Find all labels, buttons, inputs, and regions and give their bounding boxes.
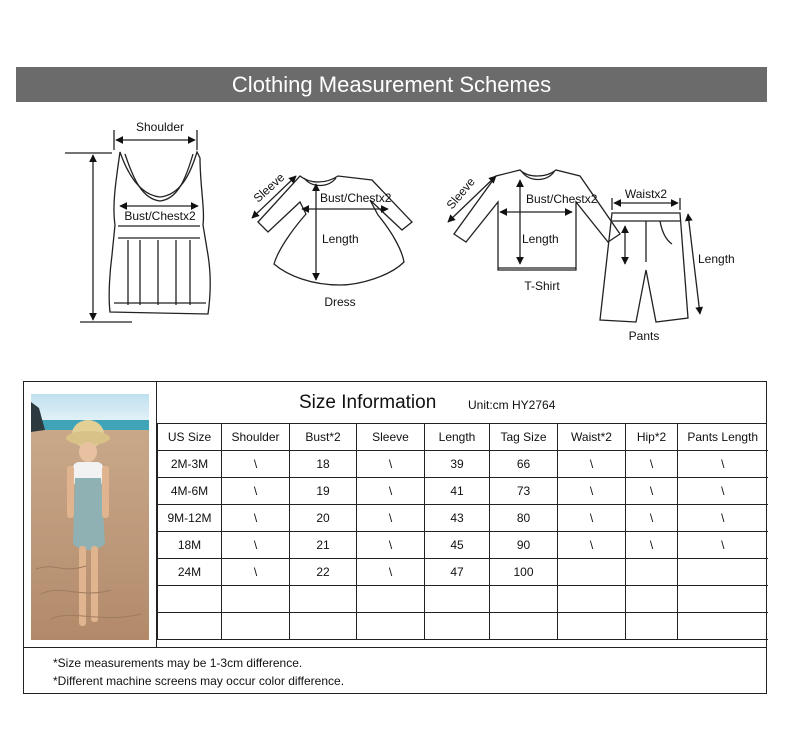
table-cell [490, 613, 558, 640]
page-title-banner: Clothing Measurement Schemes [16, 67, 767, 102]
table-cell: 41 [425, 478, 490, 505]
table-cell: \ [558, 451, 626, 478]
table-cell [626, 586, 678, 613]
table-cell: 18 [290, 451, 357, 478]
table-cell [357, 586, 425, 613]
note-line: *Different machine screens may occur color difference. [53, 674, 345, 688]
size-notes [24, 647, 766, 693]
table-cell: 20 [290, 505, 357, 532]
table-cell [425, 613, 490, 640]
table-cell: \ [222, 451, 290, 478]
table-cell: 73 [490, 478, 558, 505]
dress-caption: Dress [324, 295, 356, 309]
pants-diagram [600, 198, 700, 322]
table-cell: \ [626, 451, 678, 478]
table-cell: 18M [158, 532, 222, 559]
table-cell: 43 [425, 505, 490, 532]
table-cell [626, 559, 678, 586]
table-row [158, 586, 768, 613]
table-cell: \ [357, 505, 425, 532]
table-cell: \ [626, 505, 678, 532]
table-cell: 45 [425, 532, 490, 559]
table-cell [357, 613, 425, 640]
table-cell: \ [357, 559, 425, 586]
column-header: Tag Size [490, 424, 558, 451]
size-table [157, 424, 768, 640]
table-cell: 19 [290, 478, 357, 505]
column-header: Hip*2 [626, 424, 678, 451]
table-cell: 24M [158, 559, 222, 586]
table-cell [222, 586, 290, 613]
pants-caption: Pants [628, 329, 660, 343]
table-cell: 21 [290, 532, 357, 559]
table-cell: 100 [490, 559, 558, 586]
table-row [158, 451, 768, 478]
table-cell: 66 [490, 451, 558, 478]
pants-length-label: Length [698, 252, 735, 266]
table-cell [678, 613, 768, 640]
table-cell: \ [357, 532, 425, 559]
table-cell: \ [678, 478, 768, 505]
table-row [158, 532, 768, 559]
size-table-area [157, 382, 767, 647]
table-cell: \ [678, 451, 768, 478]
column-header: Pants Length [678, 424, 768, 451]
size-info-unit: Unit:cm HY2764 [468, 398, 556, 412]
tank-top-diagram [65, 130, 210, 322]
tank-bust-label: Bust/Chestx2 [124, 209, 196, 223]
column-header: US Size [158, 424, 222, 451]
table-cell: 90 [490, 532, 558, 559]
table-cell: 47 [425, 559, 490, 586]
product-photo [31, 394, 149, 640]
note-line: *Size measurements may be 1-3cm difference. [53, 656, 303, 670]
table-cell [678, 586, 768, 613]
table-cell: \ [222, 505, 290, 532]
table-cell [290, 613, 357, 640]
table-row [158, 613, 768, 640]
table-cell: \ [558, 505, 626, 532]
tshirt-bust-label: Bust/Chestx2 [526, 192, 598, 206]
dress-bust-label: Bust/Chestx2 [320, 191, 392, 205]
table-cell [558, 613, 626, 640]
table-cell: \ [626, 532, 678, 559]
table-cell [490, 586, 558, 613]
column-header: Shoulder [222, 424, 290, 451]
table-cell: \ [626, 478, 678, 505]
table-header-row [158, 424, 768, 451]
table-cell: \ [558, 478, 626, 505]
table-cell [626, 613, 678, 640]
table-cell: \ [678, 505, 768, 532]
product-photo-frame [24, 382, 157, 647]
column-header: Bust*2 [290, 424, 357, 451]
size-table-header [157, 382, 767, 424]
pants-waist-label: Waistx2 [624, 187, 668, 201]
table-cell: \ [357, 478, 425, 505]
table-row [158, 559, 768, 586]
size-information-panel [23, 381, 767, 694]
table-cell: 39 [425, 451, 490, 478]
table-cell: 2M-3M [158, 451, 222, 478]
table-cell [290, 586, 357, 613]
table-cell: \ [222, 478, 290, 505]
tank-shoulder-label: Shoulder [135, 120, 185, 134]
dress-sleeve-label: Sleeve [250, 170, 288, 206]
table-cell: 9M-12M [158, 505, 222, 532]
tshirt-sleeve-label: Sleeve [443, 174, 478, 212]
table-cell [558, 586, 626, 613]
dress-length-label: Length [322, 232, 359, 246]
table-cell: \ [558, 532, 626, 559]
column-header: Length [425, 424, 490, 451]
table-cell: \ [222, 559, 290, 586]
column-header: Waist*2 [558, 424, 626, 451]
table-cell [425, 586, 490, 613]
table-cell [158, 613, 222, 640]
table-cell [678, 559, 768, 586]
table-cell: \ [222, 532, 290, 559]
tshirt-caption: T-Shirt [524, 279, 560, 293]
table-cell: \ [357, 451, 425, 478]
table-cell [158, 586, 222, 613]
size-info-title: Size Information [299, 392, 437, 413]
table-cell [222, 613, 290, 640]
table-cell: \ [678, 532, 768, 559]
table-cell [558, 559, 626, 586]
table-row [158, 478, 768, 505]
table-cell: 80 [490, 505, 558, 532]
column-header: Sleeve [357, 424, 425, 451]
tshirt-length-label: Length [522, 232, 559, 246]
measurement-diagrams [0, 110, 790, 350]
table-cell: 22 [290, 559, 357, 586]
table-row [158, 505, 768, 532]
table-cell: 4M-6M [158, 478, 222, 505]
